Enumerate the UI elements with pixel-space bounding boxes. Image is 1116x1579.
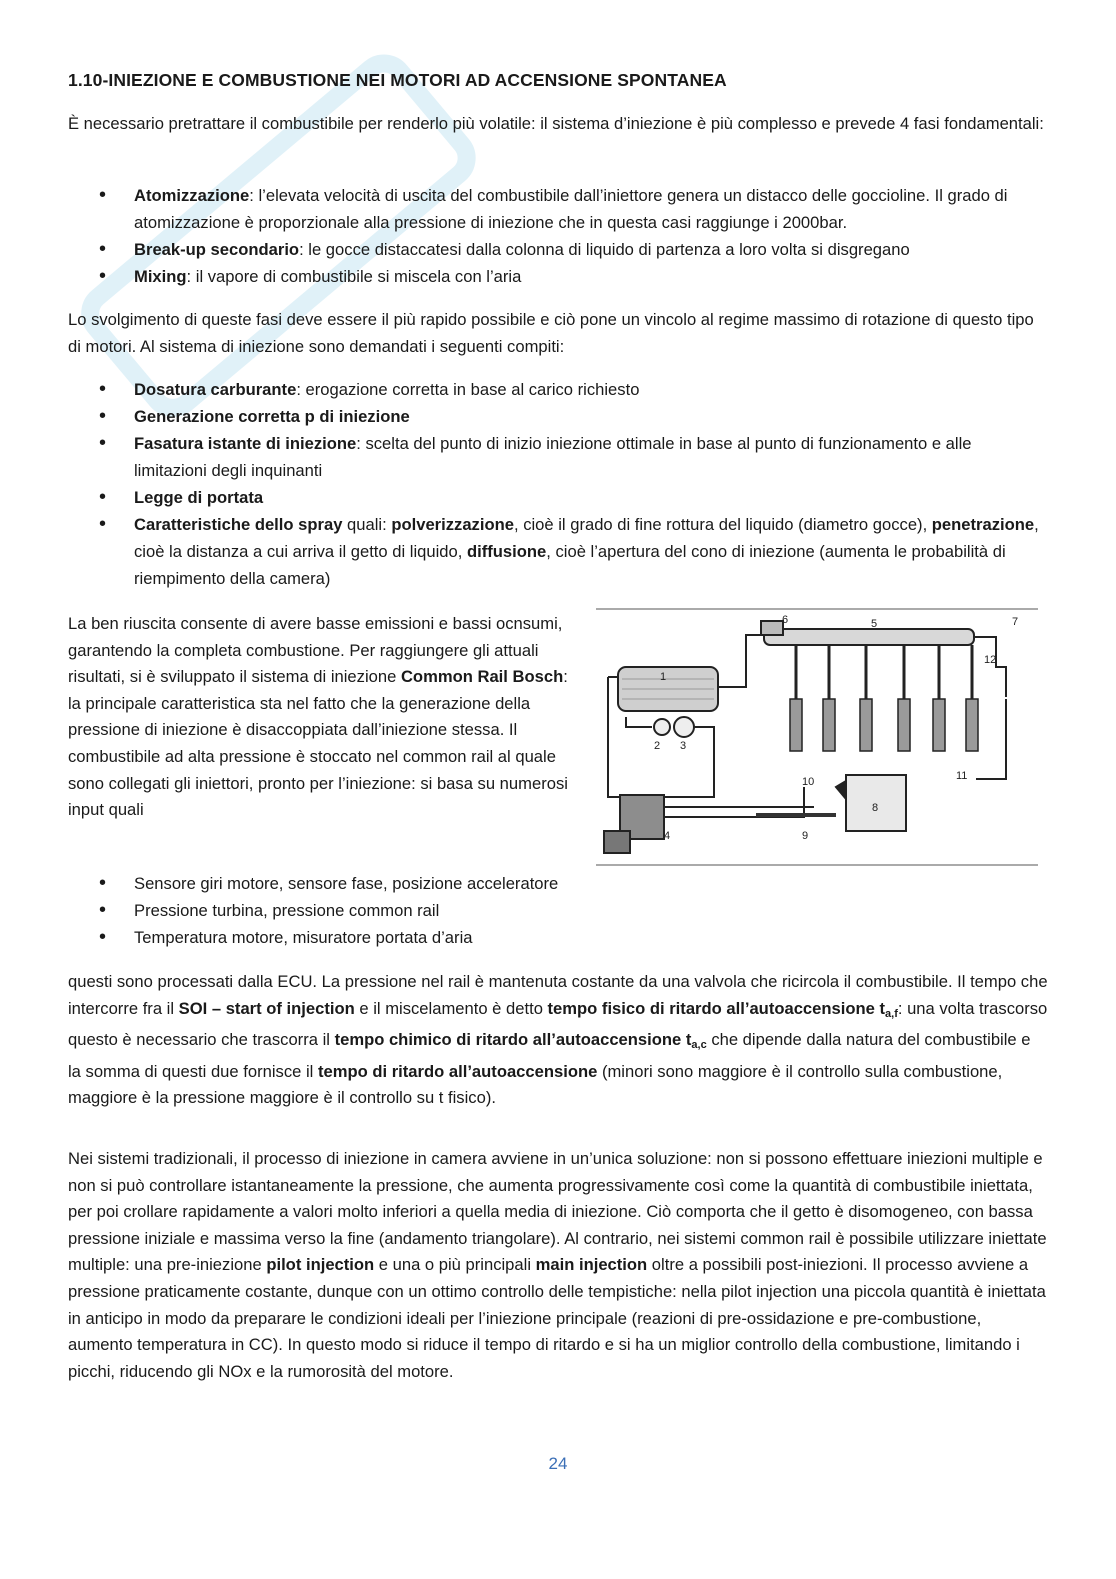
diagram-label: 12 [984, 654, 997, 666]
list-item: • Atomizzazione: l’elevata velocità di uscita del combustibile dall’iniettore genera un distacco delle goccioline. Il grado di atomizzazione è proporzionale alla pressione di iniezione che in questa casi raggiunge i 2000bar. [99, 184, 1008, 232]
list-item: • Dosatura carburante: erogazione corretta in base al carico richiesto [99, 378, 640, 400]
list-item: • Caratteristiche dello spray quali: polverizzazione, cioè il grado di fine rottura del liquido (diametro gocce), penetrazione, cioè la distanza a cui arriva il getto di liquido, diffusione, cioè l’apertura del cono di iniezione (aumenta le probabilità di riempimento della camera) [99, 513, 1039, 588]
phases-list [68, 182, 1048, 290]
page-number: 24 [548, 1454, 568, 1473]
diagram-label: 9 [802, 830, 809, 842]
diagram-label: 6 [782, 614, 789, 626]
diagram-label: 5 [871, 618, 878, 630]
diagram-label: 8 [872, 802, 879, 814]
inputs-list [68, 870, 1048, 951]
diagram-label: 4 [664, 830, 671, 842]
diagram-label: 1 [660, 671, 667, 683]
diagram-label: 7 [1012, 616, 1019, 628]
list-item: • Break-up secondario: le gocce distaccatesi dalla colonna di liquido di partenza a loro volta si disgregano [99, 238, 910, 260]
common-rail-diagram [596, 607, 1038, 867]
list-item: • Fasatura istante di iniezione: scelta del punto di inizio iniezione ottimale in base al punto di funzionamento e alle limitazioni degli inquinanti [99, 432, 972, 480]
diagram-label: 10 [802, 776, 815, 788]
paragraph-ecu: questi sono processati dalla ECU. La pressione nel rail è mantenuta costante da una valvola che ricircola il combustibile. Il tempo che intercorre fra il SOI – start of injection e il miscelamento è detto tempo fisico di ritardo all’autoaccensione $t_{a,f}$: una volta trascorso questo è necessario che trascorra il tempo chimico di ritardo all’autoaccensione $t_{a,c}$ che dipende dalla natura del combustibile e la somma di questi due fornisce il tempo di ritardo all’autoaccensione (minori sono maggiore è il controllo sulla combustione, maggiore è la pressione maggiore è il controllo su t fisico). [68, 972, 1048, 1108]
list-item: • Pressione turbina, pressione common rail [99, 899, 440, 921]
diagram-label: 11 [956, 770, 968, 782]
list-item: • Generazione corretta p di iniezione [99, 405, 410, 427]
intro-paragraph: È necessario pretrattare il combustibile per renderlo più volatile: il sistema d’iniezione è più complesso e prevede 4 fasi fondamentali: [68, 114, 1044, 133]
tasks-list [68, 376, 1048, 592]
list-item: • Sensore giri motore, sensore fase, posizione acceleratore [99, 872, 559, 894]
list-item: • Mixing: il vapore di combustibile si miscela con l’aria [99, 265, 522, 287]
paragraph-common-rail: La ben riuscita consente di avere basse emissioni e bassi ocnsumi, garantendo la completa combustione. Per raggiungere gli attuali risultati, si è sviluppato il sistema di iniezione Common Rail Bosch: la principale caratteristica sta nel fatto che la generazione della pressione di iniezione è disaccoppiata dall’iniezione stessa. Il combustibile ad alta pressione è stoccato nel common rail al quale sono collegati gli iniettori, pronto per l’iniezione: si basa su numerosi input quali [68, 614, 568, 820]
list-item: • Temperatura motore, misuratore portata d’aria [99, 926, 473, 948]
paragraph-injection: Nei sistemi tradizionali, il processo di iniezione in camera avviene in un’unica soluzione: non si possono effettuare iniezioni multiple e non si può controllare istantaneamente la pressione, che aumenta progressivamente così come la quantità di combustibile iniettata, per poi crollare rapidamente a valori molto inferiori a quella media di iniezione. Ciò comporta che il getto è disomogeneo, con bassa pressione iniziale e massima verso la fine (andamento triangolare). Al contrario, nei sistemi common rail è possibile utilizzare iniettate multiple: una pre-iniezione pilot injection e una o più principali main injection oltre a possibili post-iniezioni. Il processo avviene a pressione praticamente costante, dunque con un ottimo controllo delle tempistiche: nella pilot injection una piccola quantità è iniettata in anticipo in modo da preparare le condizioni ideali per l’iniezione principale (reazioni di pre-ossidazione e pre-combustione, aumento temperatura in CC). In questo modo si riduce il tempo di ritardo e si ha un miglior controllo della combustione, limitando i picchi, riducendo gli NOx e la rumorosità del motore. [68, 1149, 1047, 1381]
diagram-label: 3 [680, 740, 687, 752]
list-item: • Legge di portata [99, 486, 264, 508]
section-heading: 1.10-INIEZIONE E COMBUSTIONE NEI MOTORI AD ACCENSIONE SPONTANEA [68, 70, 727, 90]
paragraph-fasi: Lo svolgimento di queste fasi deve essere il più rapido possibile e ciò pone un vincolo al regime massimo di rotazione di questo tipo di motori. Al sistema di iniezione sono demandati i seguenti compiti: [68, 310, 1034, 356]
diagram-label: 2 [654, 740, 661, 752]
